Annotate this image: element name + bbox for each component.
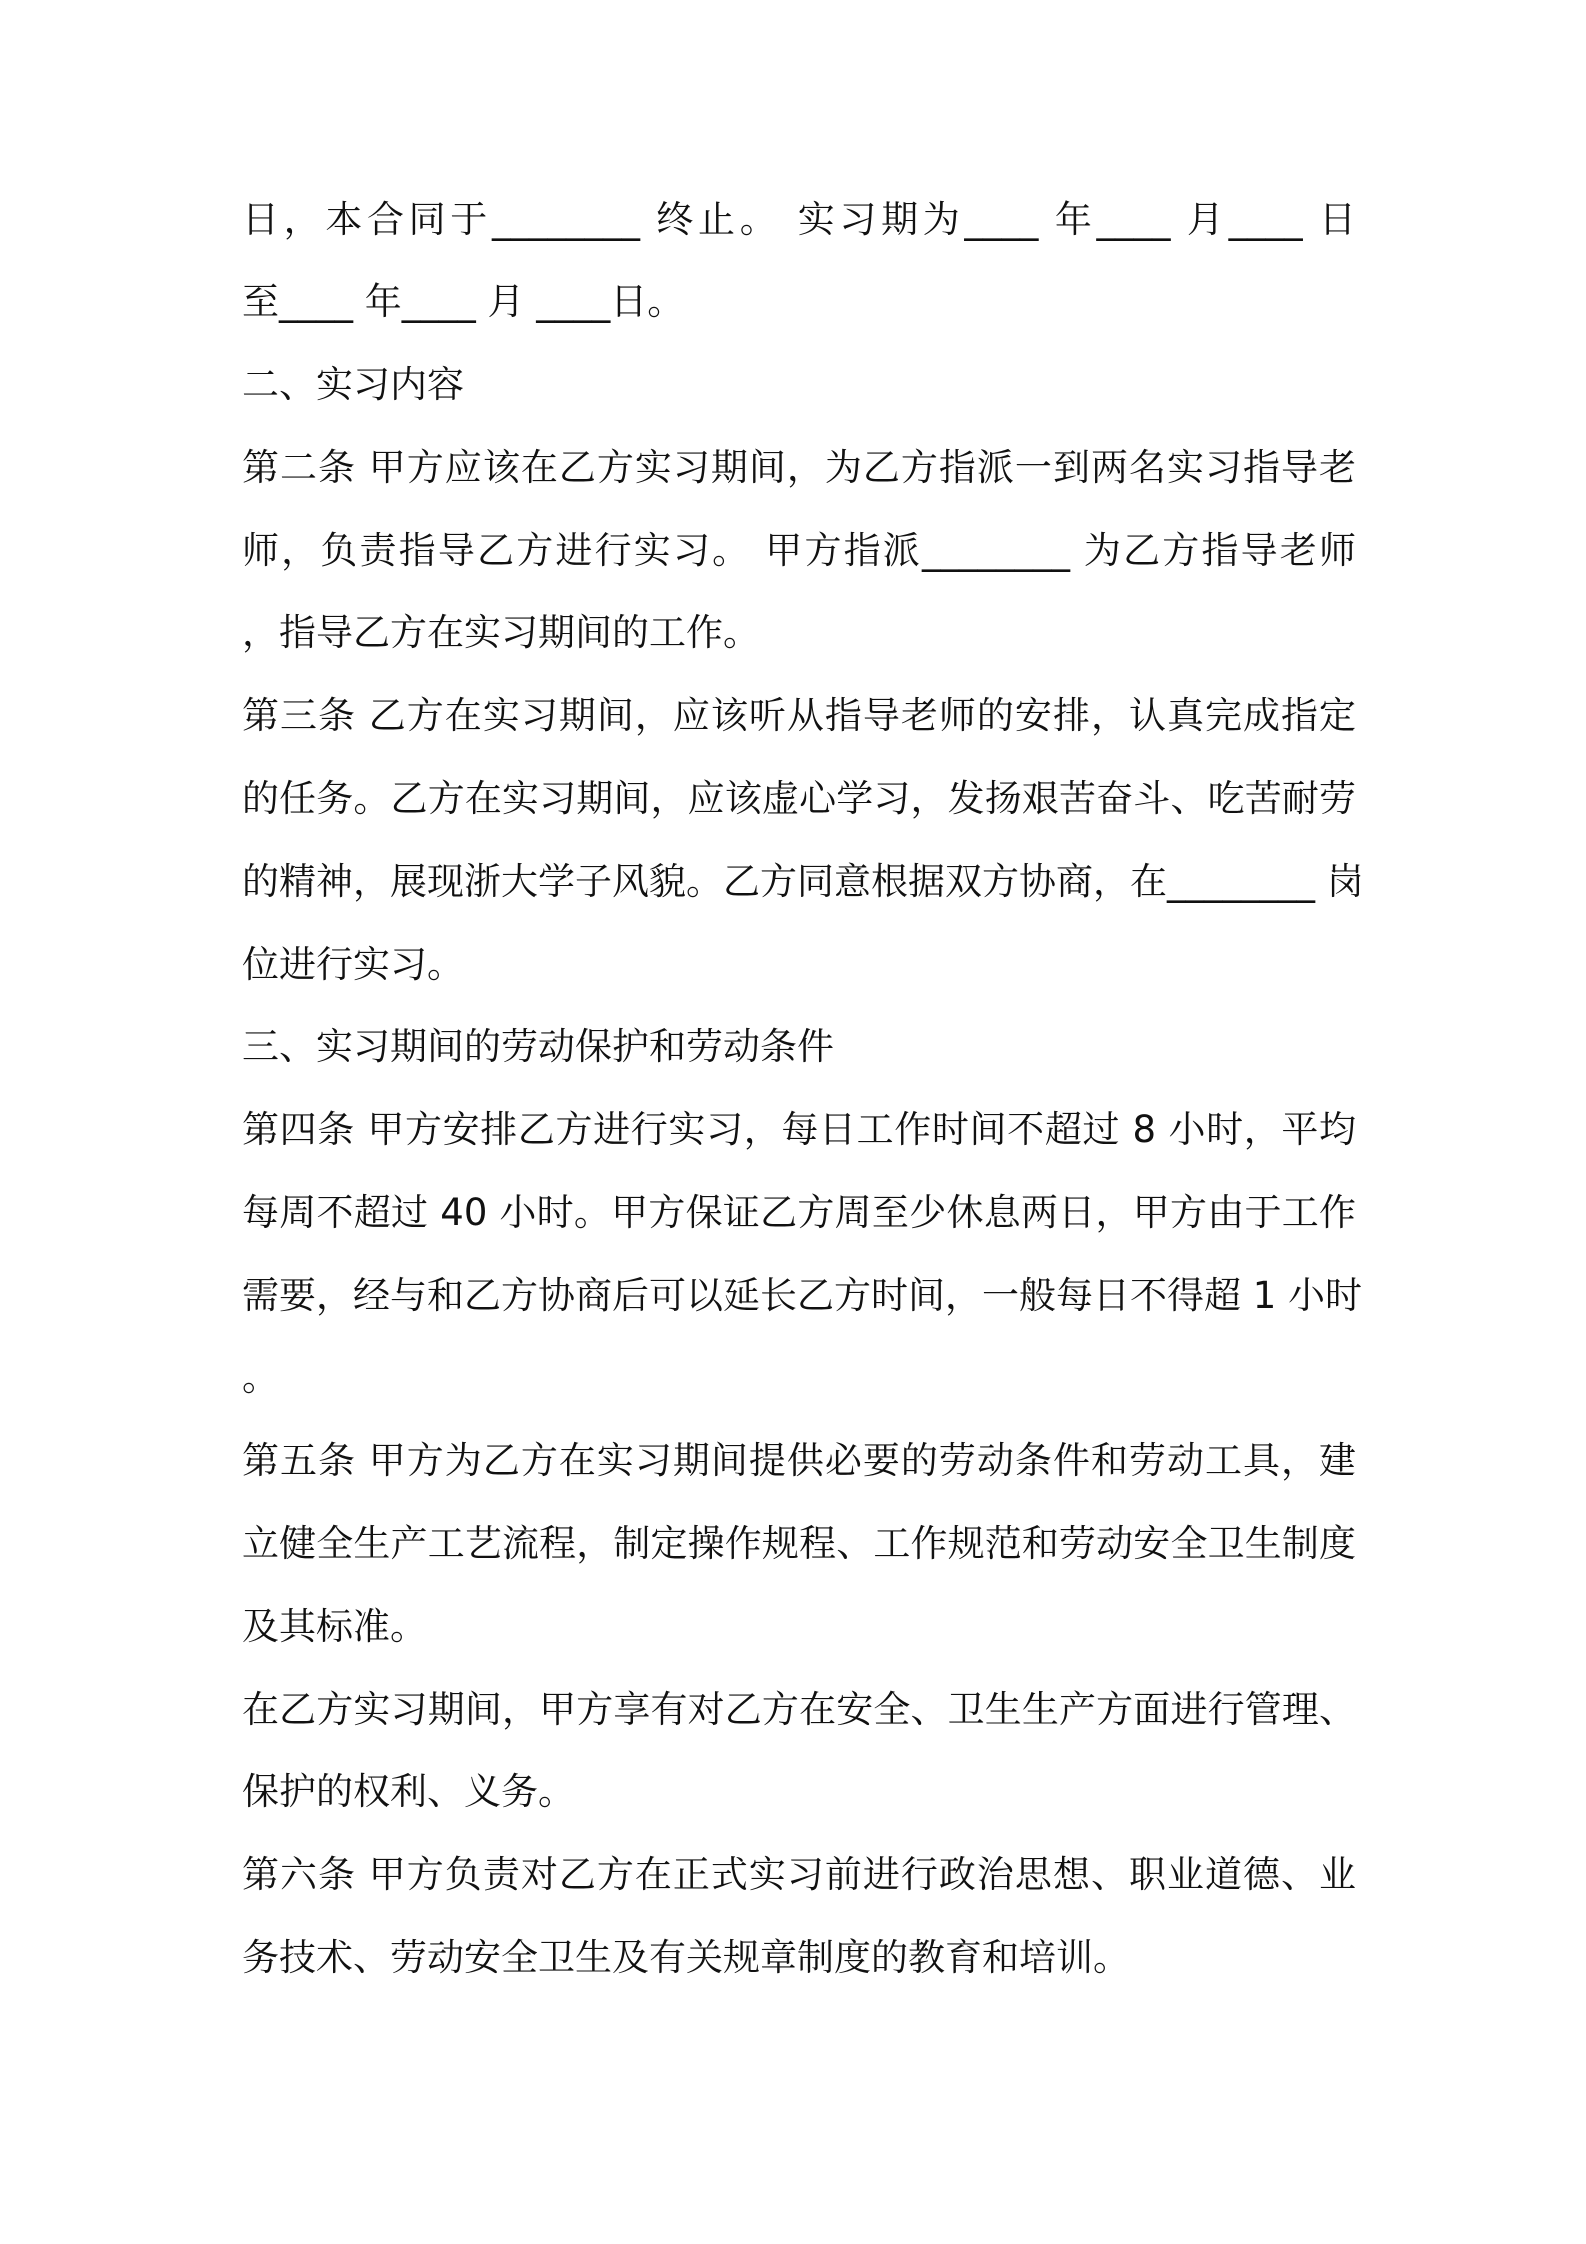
text-line-18: 及其标准。 [242, 1605, 427, 1648]
text-line-5: 师，负责指导乙方进行实习。 甲方指派________ 为乙方指导老师 [242, 529, 1356, 572]
text-line-9: 的精神，展现浙大学子风貌。乙方同意根据双方协商，在________ 岗 [242, 860, 1364, 903]
text-line-1: 日，本合同于________ 终止。 实习期为____ 年____ 月____ 日 [242, 198, 1356, 241]
text-line-13: 每周不超过 40 小时。甲方保证乙方周至少休息两日，甲方由于工作 [242, 1191, 1356, 1234]
text-line-15: 。 [242, 1356, 279, 1399]
text-line-22: 务技术、劳动安全卫生及有关规章制度的教育和培训。 [242, 1936, 1130, 1979]
text-line-12: 第四条 甲方安排乙方进行实习，每日工作时间不超过 8 小时，平均 [242, 1108, 1356, 1151]
text-line-4: 第二条 甲方应该在乙方实习期间，为乙方指派一到两名实习指导老 [242, 446, 1356, 489]
text-line-14: 需要，经与和乙方协商后可以延长乙方时间，一般每日不得超 1 小时 [242, 1274, 1363, 1317]
text-line-2: 至____ 年____ 月 ____日。 [242, 280, 685, 323]
section-heading-labor: 三、实习期间的劳动保护和劳动条件 [242, 1025, 834, 1068]
text-line-20: 保护的权利、义务。 [242, 1770, 575, 1813]
text-line-21: 第六条 甲方负责对乙方在正式实习前进行政治思想、职业道德、业 [242, 1853, 1356, 1896]
text-line-7: 第三条 乙方在实习期间，应该听从指导老师的安排，认真完成指定 [242, 694, 1356, 737]
text-line-19: 在乙方实习期间，甲方享有对乙方在安全、卫生生产方面进行管理、 [242, 1688, 1356, 1731]
section-heading-content: 二、实习内容 [242, 363, 464, 406]
text-line-6: ，指导乙方在实习期间的工作。 [242, 611, 760, 654]
text-line-10: 位进行实习。 [242, 943, 464, 986]
text-line-8: 的任务。乙方在实习期间，应该虚心学习，发扬艰苦奋斗、吃苦耐劳 [242, 777, 1356, 820]
text-line-16: 第五条 甲方为乙方在实习期间提供必要的劳动条件和劳动工具，建 [242, 1439, 1356, 1482]
text-line-17: 立健全生产工艺流程，制定操作规程、工作规范和劳动安全卫生制度 [242, 1522, 1356, 1565]
